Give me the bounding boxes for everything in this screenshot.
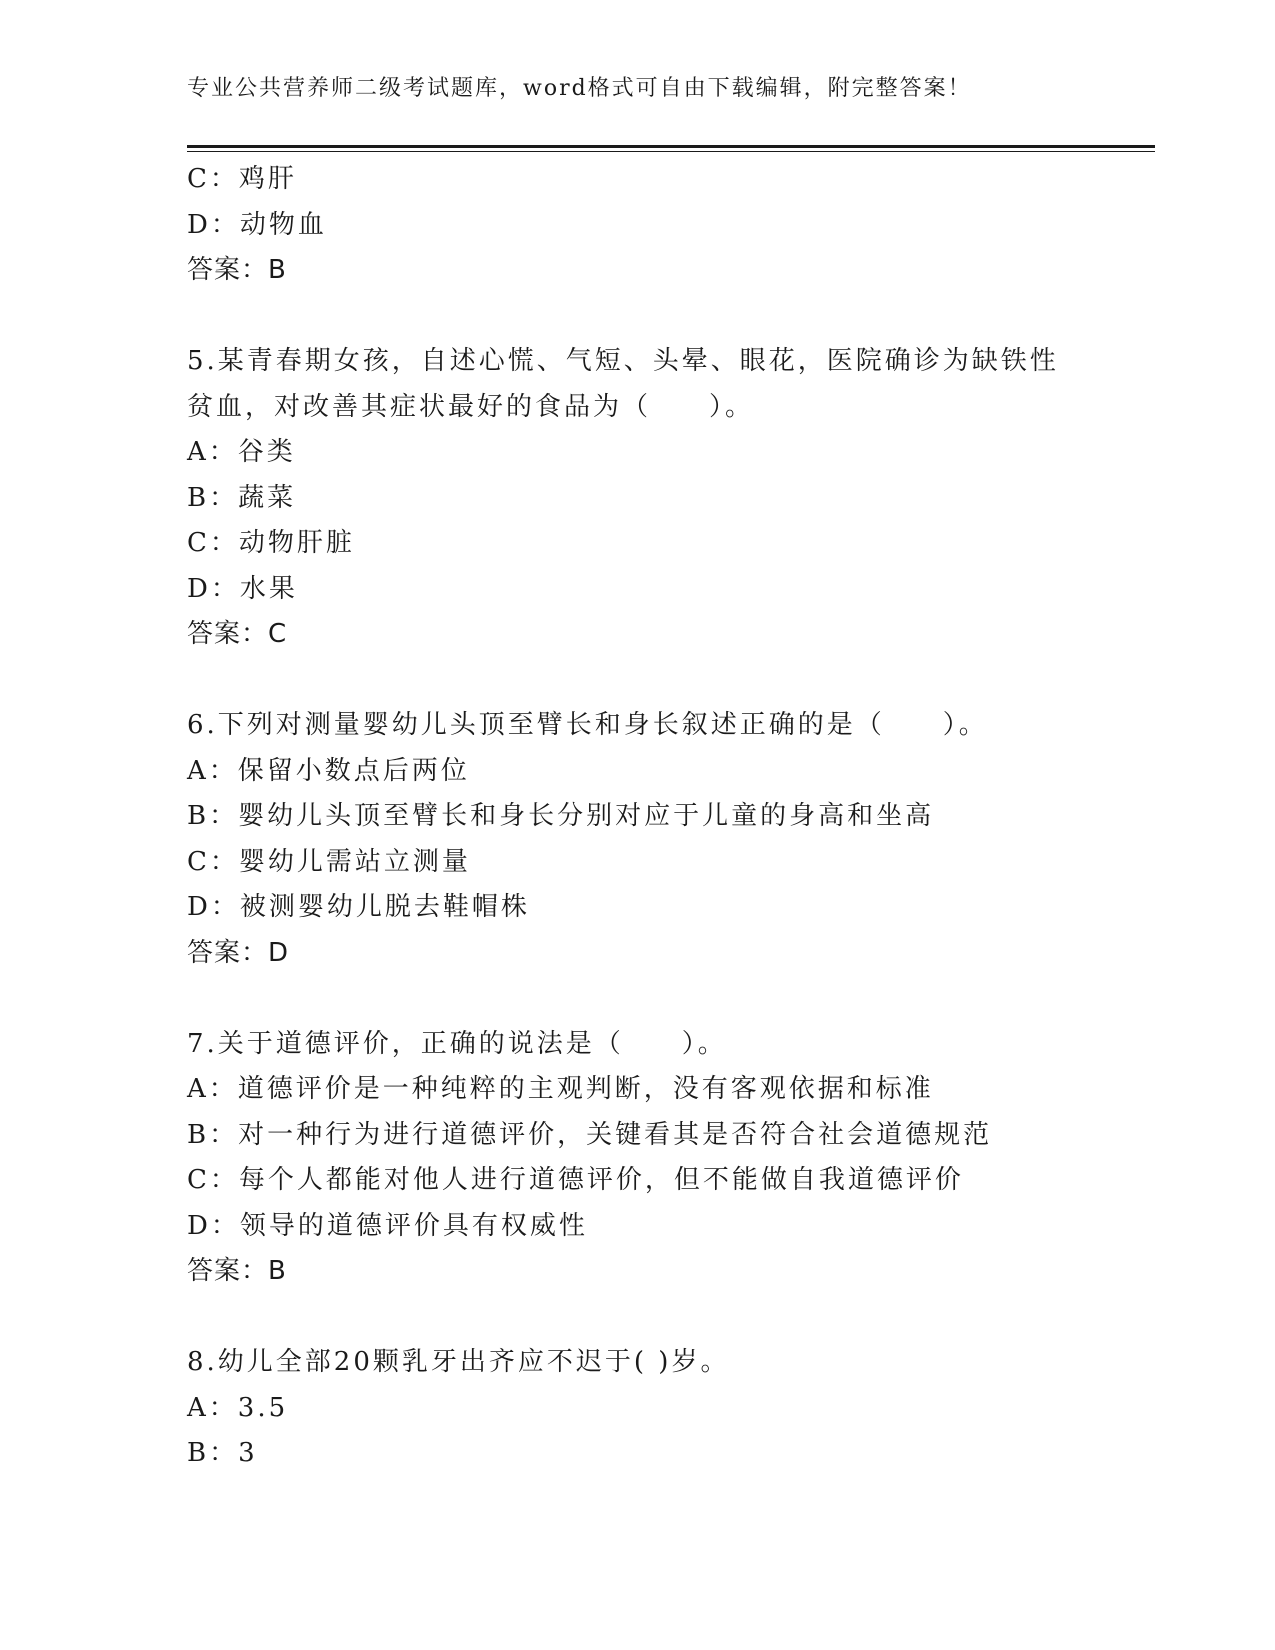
question-7-option-b: B：对一种行为进行道德评价，关键看其是否符合社会道德规范 [187,1119,993,1150]
option-d: D：动物血 [187,209,327,240]
question-7-stem: 7.关于道德评价，正确的说法是（ ）。 [187,1028,727,1059]
question-5-option-a: A：谷类 [187,437,296,467]
question-6-option-c: C：婴幼儿需站立测量 [187,846,471,877]
question-list [187,157,1155,1477]
question-8-stem: 8.幼儿全部20颗乳牙出齐应不迟于( )岁。 [187,1347,730,1377]
spacer [187,1295,1155,1341]
question-6-option-a: A：保留小数点后两位 [187,755,470,786]
question-6-option-b: B：婴幼儿头顶至臂长和身长分别对应于儿童的身高和坐高 [187,801,935,831]
question-6-option-d: D：被测婴幼儿脱去鞋帽株 [187,892,530,922]
question-5-option-c: C：动物肝脏 [187,528,355,558]
answer-line: 答案：B [187,255,287,285]
question-7-option-d: D：领导的道德评价具有权威性 [187,1210,588,1241]
question-7-option-c: C：每个人都能对他人进行道德评价，但不能做自我道德评价 [187,1165,964,1195]
question-5-stem-line-2: 贫血，对改善其症状最好的食品为（ ）。 [187,391,755,422]
question-6-answer: 答案：D [187,937,290,968]
question-7-answer: 答案：B [187,1256,287,1286]
header-rule-thin [187,151,1155,152]
option-c: C：鸡肝 [187,164,297,194]
page-header: 专业公共营养师二级考试题库，word格式可自由下载编辑，附完整答案！ [187,76,972,101]
question-7-option-a: A：道德评价是一种纯粹的主观判断，没有客观依据和标准 [187,1074,934,1104]
question-8-option-a: A：3.5 [187,1392,289,1423]
spacer [187,658,1155,704]
spacer [187,976,1155,1022]
spacer [187,294,1155,340]
question-5-answer: 答案：C [187,619,288,649]
question-5-stem-line-1: 5.某青春期女孩，自述心慌、气短、头晕、眼花，医院确诊为缺铁性 [187,346,1059,376]
question-8-option-b: B：3 [187,1438,258,1468]
header-rule-thick [187,145,1155,148]
question-5-option-d: D：水果 [187,573,298,604]
question-6-stem: 6.下列对测量婴幼儿头顶至臂长和身长叙述正确的是（ ）。 [187,710,988,740]
question-5-option-b: B：蔬菜 [187,482,297,513]
